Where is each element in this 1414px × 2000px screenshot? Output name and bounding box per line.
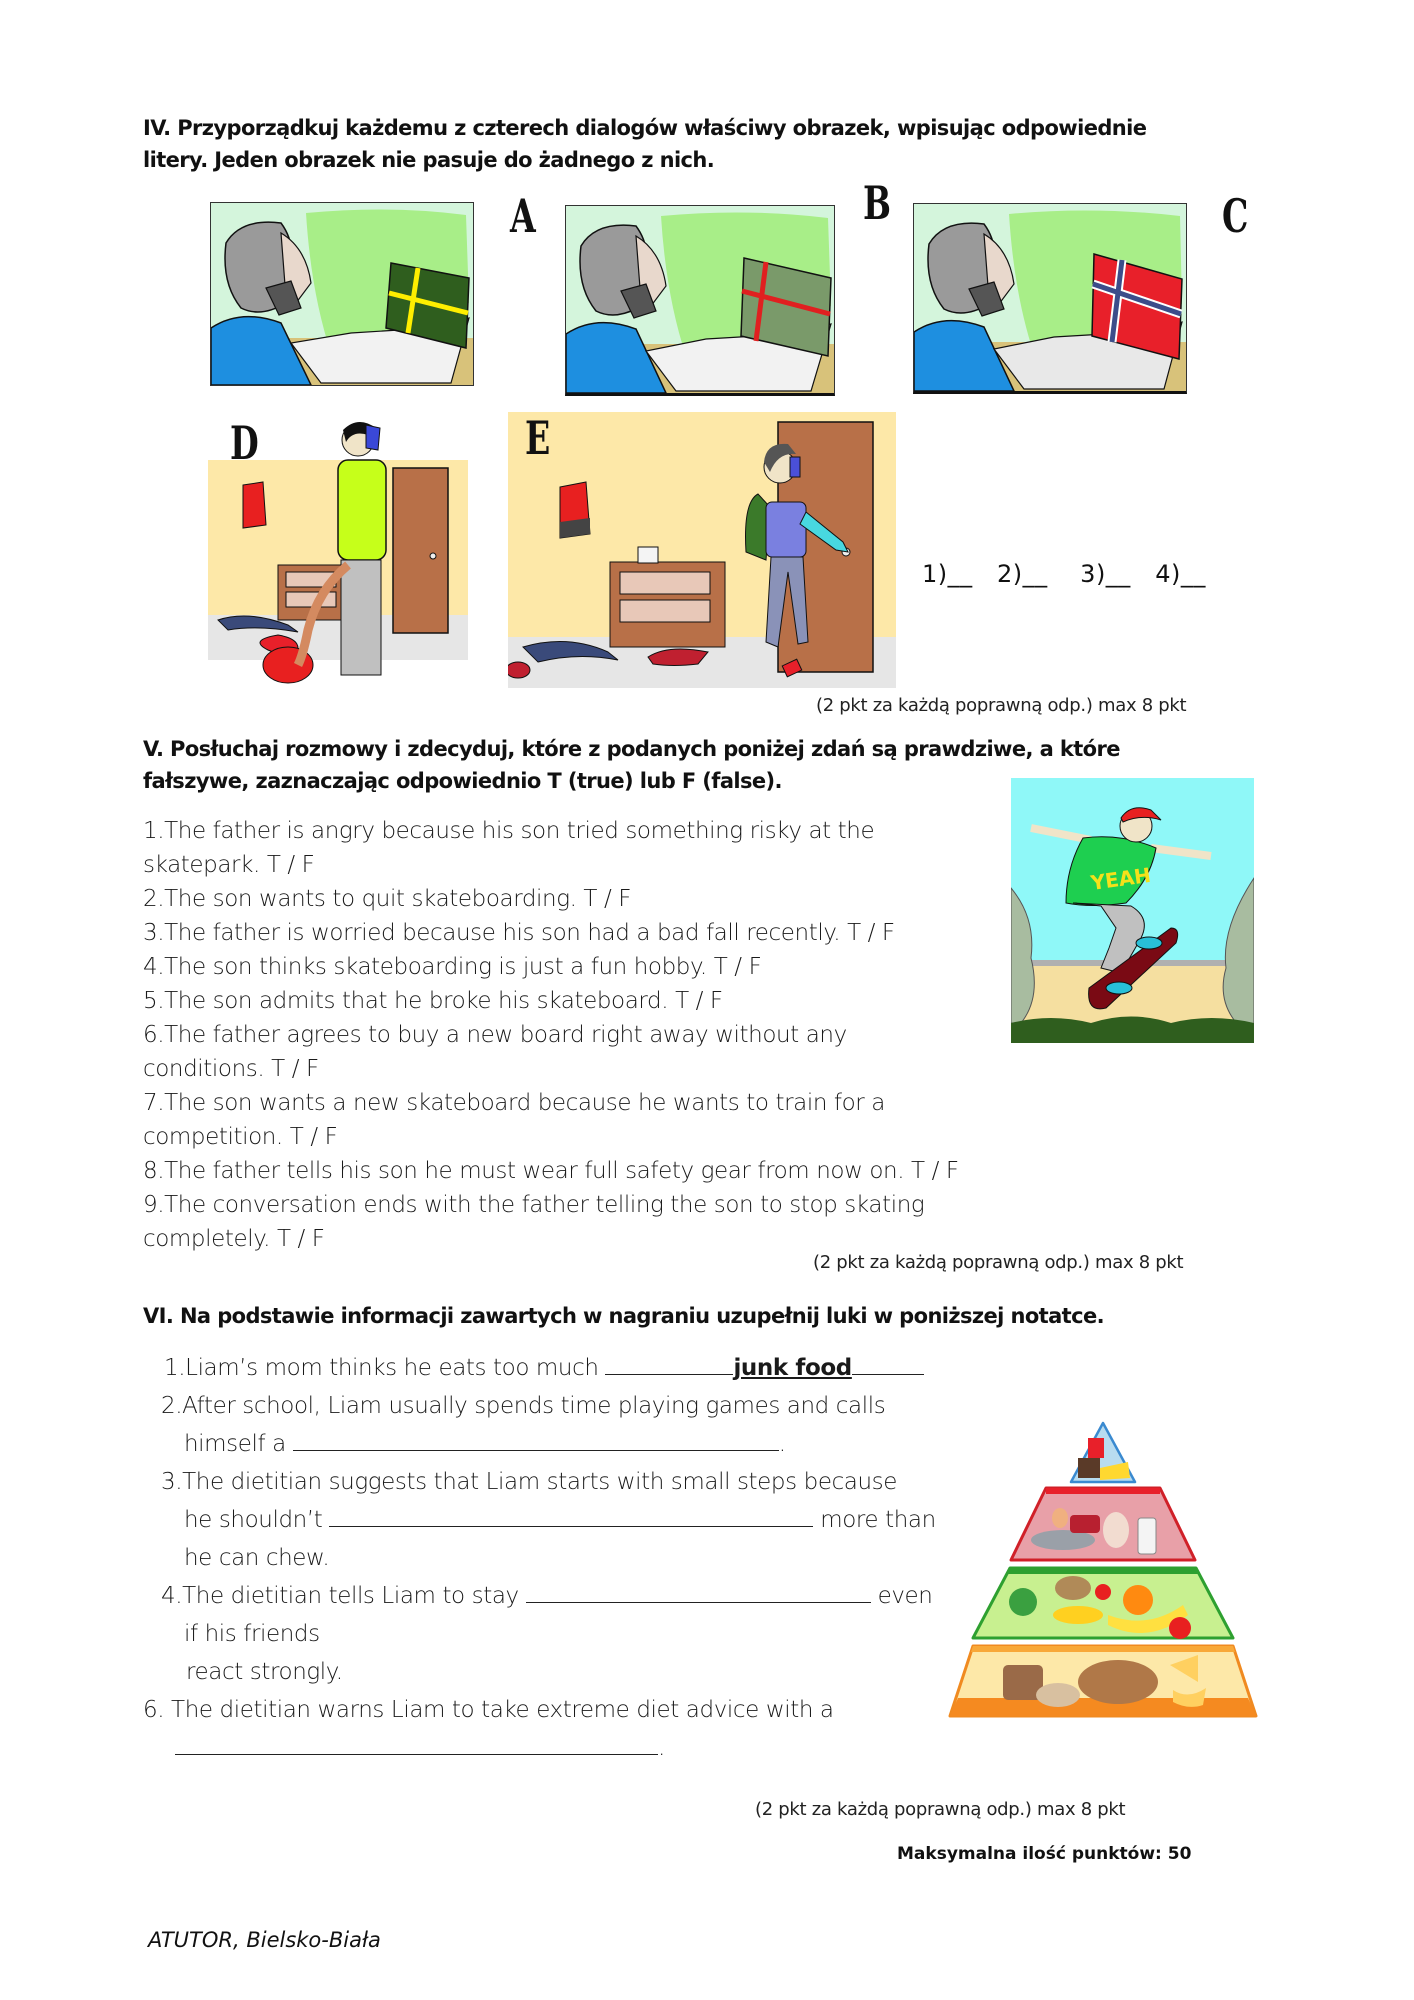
statement-2[interactable]: 2.The son wants to quit skateboarding. T / F xyxy=(143,886,632,912)
note-item-2-line-1: After school, Liam usually spends time playing games and calls xyxy=(182,1393,886,1419)
picture-b xyxy=(565,205,835,396)
note-item-3-number: 3. xyxy=(161,1469,183,1495)
note-item-4 xyxy=(143,1579,1023,1613)
note-item-1-blank-tail xyxy=(852,1352,924,1375)
statement-6-line-1: 6.The father agrees to buy a new board right away without any xyxy=(143,1022,847,1048)
note-item-3-line-1: The dietitian suggests that Liam starts with small steps because xyxy=(182,1469,898,1495)
man-on-phone-laptop-illustration xyxy=(566,206,834,393)
note-item-6-line-2 xyxy=(143,1731,1023,1765)
note-item-3-prefix: he shouldn’t xyxy=(184,1507,323,1533)
section-6-title: VI. Na podstawie informacji zawartych w nagraniu uzupełnij luki w poniższej notatce. xyxy=(143,1304,1104,1328)
note-item-4-blank[interactable] xyxy=(526,1580,871,1603)
note-item-3-suffix: more than xyxy=(820,1507,936,1533)
note-item-2-number: 2. xyxy=(161,1393,183,1419)
note-item-1-blank-lead xyxy=(605,1352,733,1375)
statement-3[interactable]: 3.The father is worried because his son had a bad fall recently. T / F xyxy=(143,920,895,946)
skateboarder-picture xyxy=(1011,778,1254,1043)
max-total-points: Maksymalna ilość punktów: 50 xyxy=(897,1844,1192,1864)
note-item-3-line-3: he can chew. xyxy=(184,1545,330,1571)
note-item-3-line-2 xyxy=(143,1503,1023,1537)
answer-slots[interactable]: 1)__ 2)__ 3)__ 4)__ xyxy=(922,560,1206,588)
note-fill-in xyxy=(143,1351,1023,1765)
statement-9-line-1: 9.The conversation ends with the father telling the son to stop skating xyxy=(143,1192,925,1218)
note-item-1-text: Liam’s mom thinks he eats too much xyxy=(185,1355,599,1381)
note-item-6-suffix: . xyxy=(658,1735,665,1761)
picture-letter-c: C xyxy=(1222,189,1249,243)
true-false-statements xyxy=(143,814,959,1256)
section-5-title xyxy=(143,733,1120,797)
note-item-1-number: 1. xyxy=(164,1355,186,1381)
section-4-title-line-2: litery. Jeden obrazek nie pasuje do żadnego z nich. xyxy=(143,148,715,172)
section-5-score: (2 pkt za każdą poprawną odp.) max 8 pkt xyxy=(813,1252,1184,1273)
picture-letter-b: B xyxy=(863,176,892,230)
statement-6-line-2[interactable]: conditions. T / F xyxy=(143,1056,319,1082)
shirt-text: YEAH xyxy=(1089,862,1153,895)
footer-publisher: ATUTOR, Bielsko-Biała xyxy=(148,1928,381,1952)
note-item-6: 6. The dietitian warns Liam to take extreme diet advice with a xyxy=(143,1697,834,1723)
statement-1-line-2[interactable]: skatepark. T / F xyxy=(143,852,315,878)
section-5-title-line-2: fałszywe, zaznaczając odpowiednio T (true) lub F (false). xyxy=(143,769,782,793)
statement-1-line-1: 1.The father is angry because his son tried something risky at the xyxy=(143,818,875,844)
note-item-4-line-3: react strongly. xyxy=(186,1659,343,1685)
statement-4[interactable]: 4.The son thinks skateboarding is just a fun hobby. T / F xyxy=(143,954,762,980)
picture-a xyxy=(210,202,474,386)
man-on-phone-laptop-illustration xyxy=(211,203,473,385)
section-5-title-line-1: V. Posłuchaj rozmowy i zdecyduj, które z podanych poniżej zdań są prawdziwe, a które xyxy=(143,737,1120,761)
note-item-4-prefix: The dietitian tells Liam to stay xyxy=(182,1583,519,1609)
note-item-2-suffix: . xyxy=(778,1431,786,1457)
picture-e xyxy=(508,412,896,688)
skateboarder-illustration xyxy=(1011,778,1254,1043)
note-item-3-blank[interactable] xyxy=(329,1504,813,1527)
statement-7-line-2[interactable]: competition. T / F xyxy=(143,1124,338,1150)
picture-c xyxy=(913,203,1187,394)
section-6-score: (2 pkt za każdą poprawną odp.) max 8 pkt xyxy=(755,1799,1126,1820)
note-item-2 xyxy=(143,1389,1023,1423)
section-4-title xyxy=(143,112,1146,176)
note-item-1-answer[interactable]: junk food xyxy=(733,1355,852,1381)
note-item-4-number: 4. xyxy=(161,1583,183,1609)
note-item-1 xyxy=(143,1351,1023,1385)
note-item-2-prefix: himself a xyxy=(184,1431,286,1457)
statement-9-line-2[interactable]: completely. T / F xyxy=(143,1226,325,1252)
note-item-3 xyxy=(143,1465,1023,1499)
picture-letter-e: E xyxy=(525,411,551,465)
note-item-6-blank[interactable] xyxy=(175,1732,658,1755)
statement-5[interactable]: 5.The son admits that he broke his skateboard. T / F xyxy=(143,988,723,1014)
picture-letter-d: D xyxy=(230,416,259,470)
section-4-score: (2 pkt za każdą poprawną odp.) max 8 pkt xyxy=(816,695,1187,716)
picture-letter-a: A xyxy=(510,189,536,243)
note-item-2-line-2 xyxy=(143,1427,1023,1461)
statement-7-line-1: 7.The son wants a new skateboard because he wants to train for a xyxy=(143,1090,885,1116)
note-item-4-suffix: even xyxy=(877,1583,933,1609)
note-item-4-line-2: if his friends xyxy=(184,1621,320,1647)
statement-8[interactable]: 8.The father tells his son he must wear full safety gear from now on. T / F xyxy=(143,1158,959,1184)
food-pyramid-picture xyxy=(948,1420,1258,1720)
note-item-2-blank[interactable] xyxy=(293,1428,779,1451)
food-pyramid-illustration xyxy=(948,1420,1258,1720)
man-on-phone-laptop-illustration xyxy=(914,204,1186,391)
section-4-title-line-1: IV. Przyporządkuj każdemu z czterech dialogów właściwy obrazek, wpisując odpowiednie xyxy=(143,116,1147,140)
boy-leaving-room-on-phone-illustration xyxy=(508,412,896,688)
